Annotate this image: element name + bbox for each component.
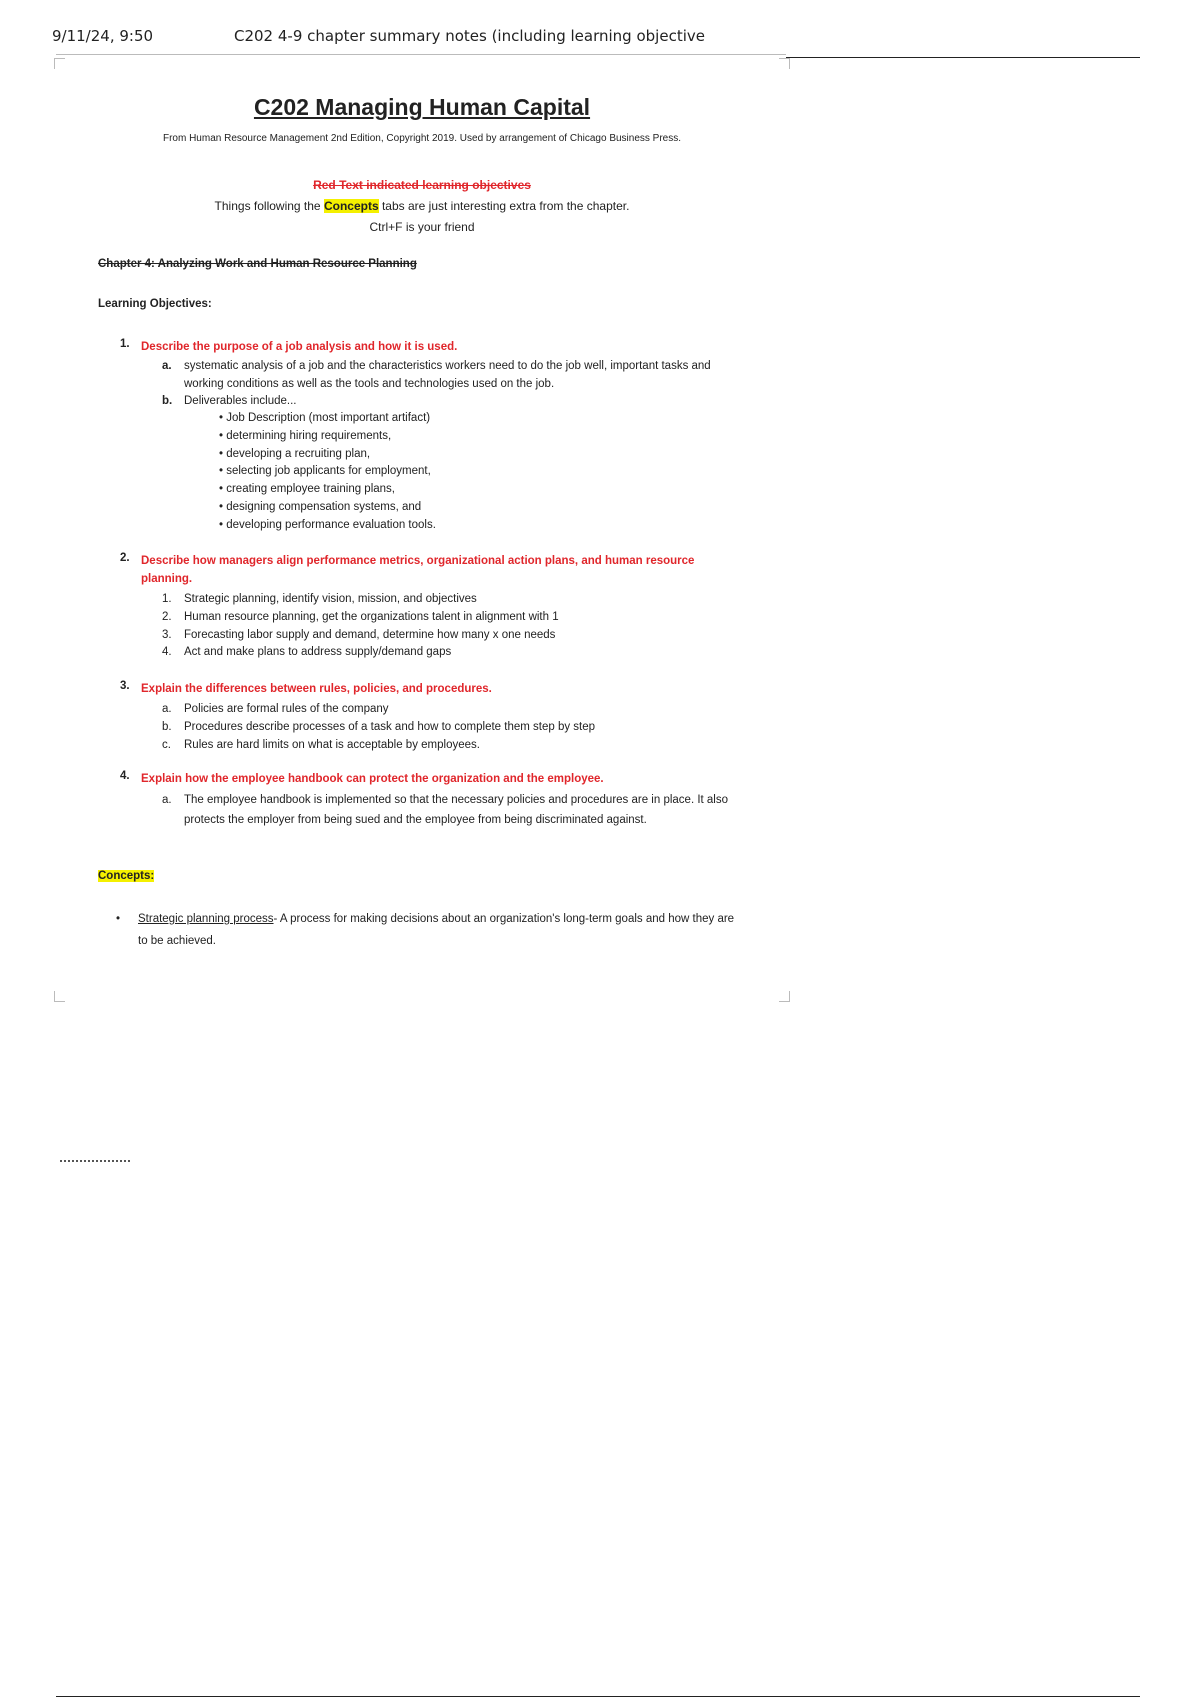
list-item: a. systematic analysis of a job and the characteristics workers need to do the job well, important tasks and working conditions as well as the tools and technologies used on the job. [162, 360, 711, 390]
concepts-highlight: Concepts [323, 199, 379, 213]
concept-term: Strategic planning process [138, 913, 274, 925]
bullet-item: • creating employee training plans, [219, 483, 395, 495]
source-citation: From Human Resource Management 2nd Edition, Copyright 2019. Used by arrangement of Chicago Business Press. [162, 133, 682, 144]
objective-text: Explain how the employee handbook can protect the organization and the employee. [141, 773, 604, 785]
objective-text: Explain the differences between rules, policies, and procedures. [141, 683, 492, 695]
footer-rule [56, 1696, 1140, 1697]
stray-mark [60, 1160, 130, 1162]
legend-concepts: Things following the Concepts tabs are just interesting extra from the chapter. [214, 199, 630, 213]
concepts-heading: Concepts: [98, 870, 155, 882]
bullet-item: • determining hiring requirements, [219, 430, 392, 442]
header-rule-right [786, 57, 1140, 58]
objective-text: Describe how managers align performance metrics, organizational action plans, and human resource planning. [141, 555, 695, 585]
page-corner-mark [54, 58, 65, 69]
page-corner-mark [779, 58, 790, 69]
chapter-heading: Chapter 4: Analyzing Work and Human Resource Planning [98, 258, 417, 270]
legend-red-text: Red Text indicated learning objectives [313, 178, 531, 192]
document-title: C202 Managing Human Capital [253, 94, 591, 120]
document-page: C202 Managing Human Capital From Human Resource Management 2nd Edition, Copyright 2019. Used by arrangement of Chicago Business Press. Red Text indicated learning objectives Things following the Concepts tabs are just interesting extra from the chapter. Ctrl+F is your friend Chapter 4: Analyzing Work and Human Resource Planning Learning Objectives: 1. Describe the purpose of a job analysis and how it is used. a. systematic analysis of a job and the characteristics workers need to do the job well, important tasks and working conditions as well as the tools and technologies used on the job. b. Deliverables include... • Job Description (most important artifact) • determining hiring requirements, • developing a recruiting plan, • selecting job applicants for employment, • creating employee training plans, • designing compensation systems, and • developing performance evaluation tools. 2. Describe how managers align performance metrics, organizational action plans, and human resource planning. 1. Strategic planning, identify vision, mission, and objectives 2. Human resource planning, get the organizations talent in alignment with 1 3. Forecasting labor supply and demand, determine how many x one needs 4. Act and make plans to address supply/demand gaps 3. Explain the differences between rules, policies, and procedures. a. Policies are formal rules of the company b. Procedures describe processes of a task and how to complete them step by step c. Rules are hard limits on what is acceptable by employees. 4. Explain how the employee handbook can protect the organization and the employee. a. The employee handbook is implemented so that the necessary policies and procedures are in place. It also protects the employer from being sued and the employee from being discriminated against. Concepts: • Strategic planning process- A process for making decisions about an organization's long-term goals and how they are to be achieved. [56, 60, 788, 1000]
bullet-item: • Job Description (most important artifact) [219, 412, 431, 424]
bullet-item: • designing compensation systems, and [219, 501, 422, 513]
learning-objectives-heading: Learning Objectives: [98, 298, 212, 310]
print-header [52, 27, 1140, 47]
header-rule-left [56, 54, 786, 55]
print-document-title: C202 4-9 chapter summary notes (including learning objective [234, 27, 705, 45]
bullet-item: • developing performance evaluation tools. [219, 519, 436, 531]
bullet-item: • developing a recruiting plan, [219, 448, 371, 460]
page-corner-mark [779, 991, 790, 1002]
bullet-item: • selecting job applicants for employment, [219, 465, 431, 477]
page-corner-mark [54, 991, 65, 1002]
objective-text: Describe the purpose of a job analysis and how it is used. [141, 341, 458, 353]
legend-ctrl-f: Ctrl+F is your friend [369, 220, 475, 234]
print-timestamp: 9/11/24, 9:50 [52, 27, 154, 45]
